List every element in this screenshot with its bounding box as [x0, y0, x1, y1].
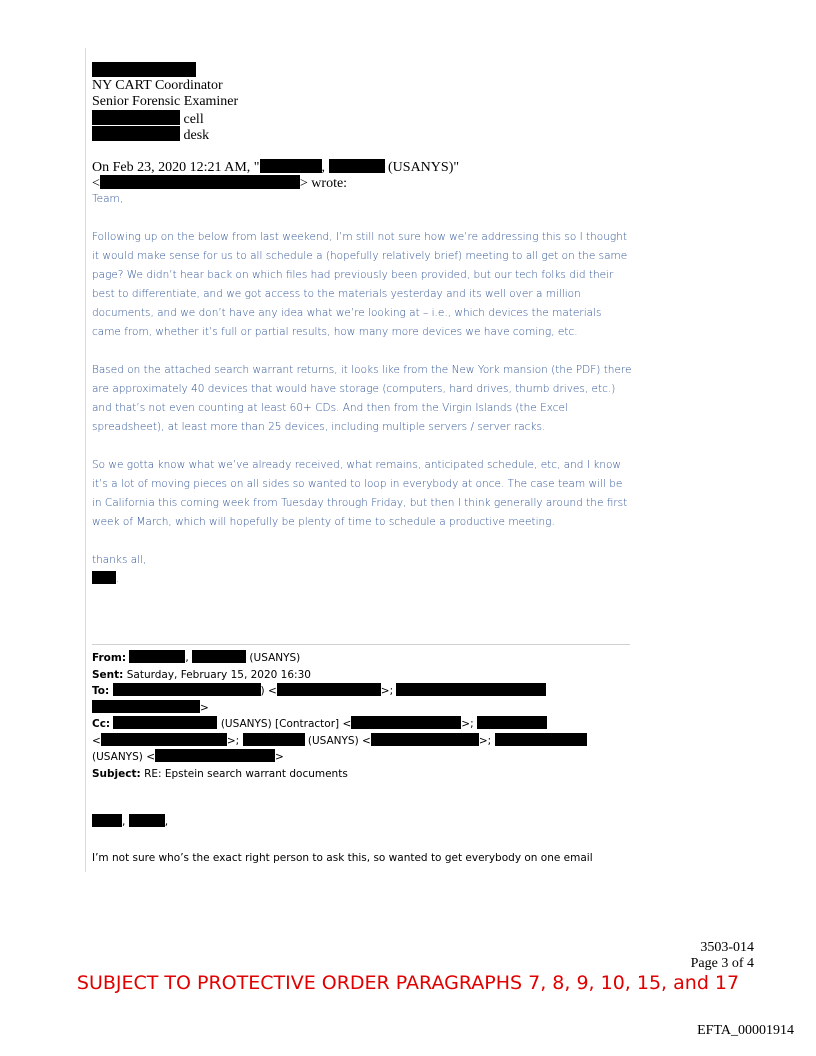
paragraph-3: So we gotta know what we’ve already received, what remains, anticipated schedule, etc, and I know it’s a lot of moving pieces on all sides so wanted to loop in everybody at once. The case team will be in California this coming week from Tuesday through Friday, but then I think generally around the first week of March, which will hopefully be plenty of time to schedule a productive meeting. — [92, 459, 628, 528]
redaction — [495, 733, 587, 746]
redaction — [260, 159, 322, 173]
redaction — [371, 733, 479, 746]
to-part-3: > — [200, 701, 209, 714]
efta-number: EFTA_00001914 — [697, 1023, 794, 1038]
reply-header-wrote: > wrote: — [299, 176, 348, 191]
cc-part-6: >; — [478, 734, 492, 747]
reply-header — [92, 159, 459, 191]
to-part-2: >; — [380, 685, 394, 697]
subject-value: RE: Epstein search warrant documents — [144, 767, 348, 780]
sent-value: Saturday, February 15, 2020 16:30 — [126, 668, 311, 681]
paragraph-1: Following up on the below from last weekend, I’m still not sure how we’re addressing this so I thought it would make sense for us to all schedule a (hopefully relatively brief) meeting to all get on the same page? We didn’t hear back on which files had previously been provided, but our tech folks did their best to differentiate, and we got access to the materials yesterday and its well over a million documents, and we don’t have any idea what we’re looking at – i.e., which devices the materials came from, whether it’s full or partial results, how many more devices we have coming, etc. — [92, 231, 628, 338]
paragraph-2: Based on the attached search warrant returns, it looks like from the New York mansion (the PDF) there are approximately 40 devices that would have storage (computers, hard drives, thumb drives, etc.) and that’s not even counting at least 60+ CDs. And then from the Virgin Islands (the Excel spreadsheet), at least more than 25 devices, including multiple servers / server racks. — [92, 364, 632, 433]
sent-label: Sent: — [92, 668, 124, 681]
cc-part-1: (USANYS) [Contractor] < — [220, 718, 352, 730]
redaction — [92, 126, 180, 141]
salutation-sep-1: , — [122, 816, 126, 828]
redaction — [92, 814, 122, 827]
salutation-sep-2: , — [164, 816, 169, 828]
reply-header-lt: < — [92, 176, 100, 191]
cc-part-7: (USANYS) < — [92, 751, 155, 763]
reply-header-suffix: (USANYS)" — [388, 160, 460, 175]
redaction — [129, 650, 185, 663]
to-label: To: — [92, 685, 110, 697]
redaction — [92, 700, 200, 713]
page-number: Page 3 of 4 — [690, 956, 754, 971]
redaction — [92, 571, 116, 584]
reply-header-comma: , — [321, 160, 326, 175]
redaction — [329, 159, 385, 173]
redaction — [155, 749, 275, 762]
desk-label: desk — [183, 128, 210, 143]
quote-bar — [85, 48, 86, 872]
signature-title-2: Senior Forensic Examiner — [92, 94, 239, 109]
from-comma: , — [185, 652, 189, 664]
separator — [92, 644, 630, 645]
from-suffix: (USANYS) — [249, 652, 301, 664]
redaction — [477, 716, 547, 729]
cc-part-2: >; — [461, 718, 474, 730]
from-label: From: — [92, 652, 127, 664]
message-body — [92, 190, 632, 589]
signoff: thanks all, — [92, 554, 147, 566]
to-part-1: ) < — [260, 685, 277, 697]
cc-label: Cc: — [92, 718, 111, 730]
cell-label: cell — [183, 112, 204, 127]
signoff-dot: . — [116, 573, 120, 585]
signature-title-1: NY CART Coordinator — [92, 78, 223, 93]
redaction — [351, 716, 461, 729]
original-message-body — [92, 814, 632, 886]
cc-part-5: (USANYS) < — [307, 734, 371, 747]
redaction — [101, 733, 227, 746]
cc-part-8: > — [275, 751, 284, 763]
redaction — [113, 683, 261, 696]
redaction — [113, 716, 217, 729]
redaction — [192, 650, 246, 663]
redaction — [277, 683, 381, 696]
signature-block — [92, 62, 238, 142]
doc-number: 3503-014 — [700, 940, 754, 955]
redaction — [92, 110, 180, 125]
redaction — [129, 814, 165, 827]
redaction — [396, 683, 546, 696]
cc-part-3: < — [92, 734, 101, 747]
protective-order-notice: SUBJECT TO PROTECTIVE ORDER PARAGRAPHS 7, 8, 9, 10, 15, and 17 — [76, 972, 740, 994]
page-footer — [691, 940, 754, 972]
subject-label: Subject: — [92, 767, 141, 780]
cc-part-4: >; — [226, 734, 240, 747]
reply-header-prefix: On Feb 23, 2020 12:21 AM, " — [92, 160, 260, 175]
original-message-header — [92, 650, 632, 782]
original-body-text: I’m not sure who’s the exact right person to ask this, so wanted to get everybody on one email — [92, 852, 593, 864]
redaction — [92, 62, 196, 77]
greeting: Team, — [92, 193, 124, 205]
redaction — [243, 733, 305, 746]
redaction — [100, 175, 300, 189]
